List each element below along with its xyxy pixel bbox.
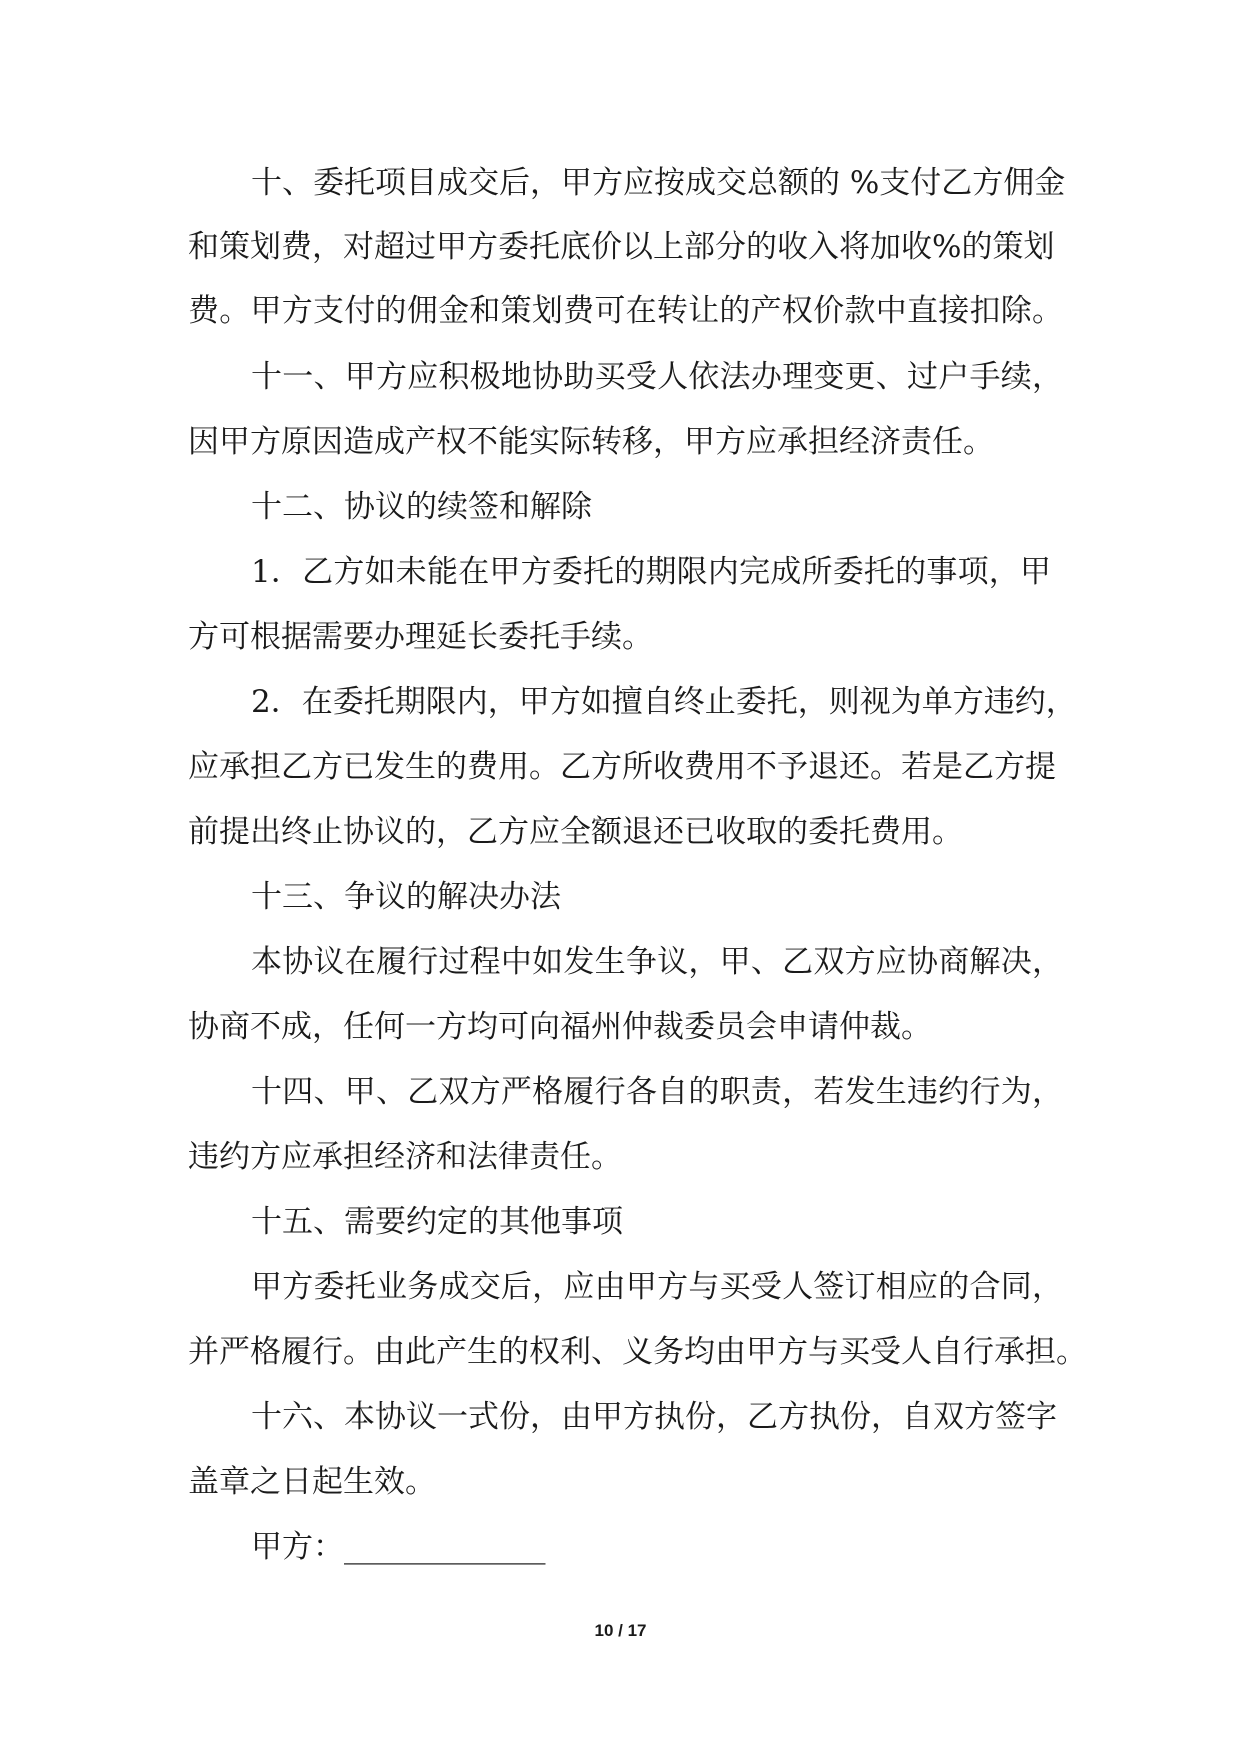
paragraph-line: 2．在委托期限内，甲方如擅自终止委托，则视为单方违约， — [251, 684, 1077, 720]
paragraph-line: 费。甲方支付的佣金和策划费可在转让的产权价款中直接扣除。 — [188, 293, 1063, 329]
paragraph-line: 1．乙方如未能在甲方委托的期限内完成所委托的事项，甲 — [251, 554, 1051, 590]
paragraph-line: 十、委托项目成交后，甲方应按成交总额的 %支付乙方佣金 — [251, 165, 1066, 201]
paragraph-line: 因甲方原因造成产权不能实际转移，甲方应承担经济责任。 — [188, 424, 994, 460]
paragraph-line: 十一、甲方应积极地协助买受人依法办理变更、过户手续， — [251, 359, 1063, 395]
page-number: 10 / 17 — [594, 1621, 647, 1640]
paragraph-line: 甲方委托业务成交后，应由甲方与买受人签订相应的合同， — [251, 1269, 1063, 1305]
signature-line-party-a: 甲方：_____________ — [251, 1529, 546, 1565]
paragraph-line: 并严格履行。由此产生的权利、义务均由甲方与买受人自行承担。 — [188, 1334, 1087, 1370]
paragraph-line: 十四、甲、乙双方严格履行各自的职责，若发生违约行为， — [251, 1074, 1063, 1110]
paragraph-line: 前提出终止协议的，乙方应全额退还已收取的委托费用。 — [188, 814, 963, 850]
section-heading: 十三、争议的解决办法 — [251, 879, 561, 915]
paragraph-line: 十六、本协议一式份，由甲方执份，乙方执份，自双方签字 — [251, 1399, 1057, 1435]
paragraph-line: 应承担乙方已发生的费用。乙方所收费用不予退还。若是乙方提 — [188, 749, 1056, 785]
section-heading: 十二、协议的续签和解除 — [251, 489, 592, 525]
paragraph-line: 方可根据需要办理延长委托手续。 — [188, 619, 653, 655]
section-heading: 十五、需要约定的其他事项 — [251, 1204, 623, 1240]
paragraph-line: 本协议在履行过程中如发生争议，甲、乙双方应协商解决， — [251, 944, 1063, 980]
paragraph-line: 盖章之日起生效。 — [188, 1464, 436, 1500]
paragraph-line: 违约方应承担经济和法律责任。 — [188, 1139, 622, 1175]
paragraph-line: 和策划费，对超过甲方委托底价以上部分的收入将加收%的策划 — [188, 229, 1055, 265]
paragraph-line: 协商不成，任何一方均可向福州仲裁委员会申请仲裁。 — [188, 1009, 932, 1045]
